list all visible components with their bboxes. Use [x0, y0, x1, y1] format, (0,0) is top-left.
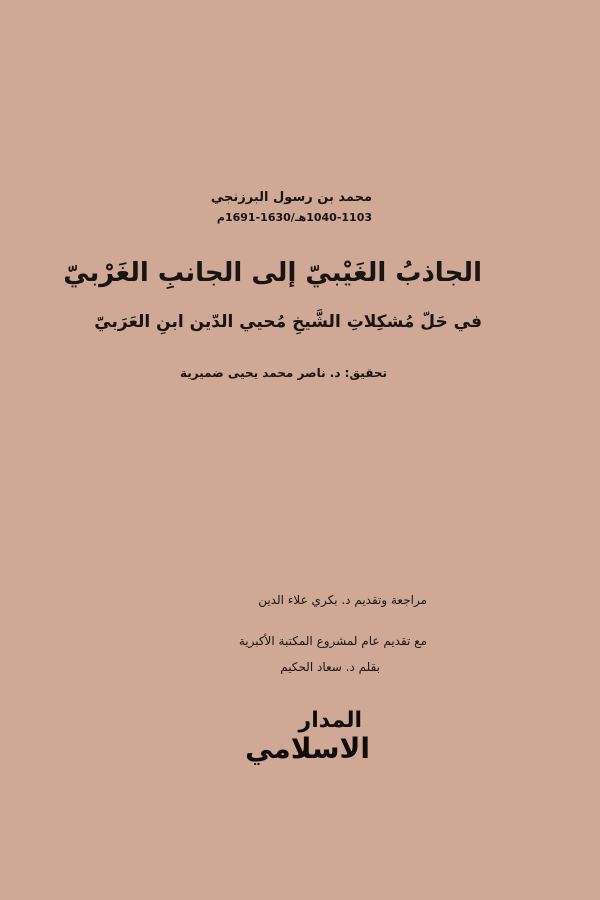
- publisher-logo-line1: المدار: [298, 708, 362, 733]
- introduction-credit-line1: مع تقديم عام لمشروع المكتبة الأكبرية: [238, 634, 427, 648]
- publisher-logo: [245, 708, 370, 766]
- publisher-logo-line2: الاسلامي: [245, 732, 370, 765]
- editor-credit: تحقيق: د. ناصر محمد يحيى ضميرية: [179, 366, 387, 380]
- author-name: محمد بن رسول البرزنجي: [210, 190, 372, 205]
- book-subtitle: في حَلّ مُشكِلاتِ الشَّيخِ مُحيي الدّين ابنِ العَرَبيّ: [94, 312, 482, 332]
- author-dates: 1040-1103هـ/1630-1691م: [216, 211, 372, 224]
- review-credit: مراجعة وتقديم د. بكري علاء الدين: [258, 593, 427, 607]
- book-title: الجاذبُ الغَيْبيّ إلى الجانبِ الغَرْبيّ: [63, 258, 482, 288]
- introduction-credit-line2: بقلم د. سعاد الحكيم: [280, 660, 380, 674]
